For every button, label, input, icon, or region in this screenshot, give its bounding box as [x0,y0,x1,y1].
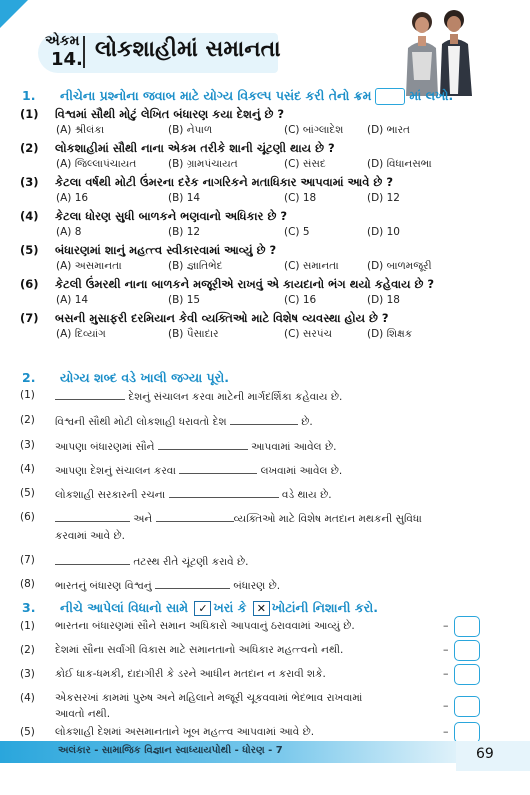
section-1-heading [22,88,502,104]
section-number: 2. [22,370,36,385]
option[interactable]: (A) 14 [56,294,89,306]
blank-line[interactable] [230,414,298,425]
blank-line[interactable] [55,511,130,522]
answer-box-sample [375,88,405,105]
option[interactable]: (C) 5 [284,226,310,238]
answer-dash: – [443,725,449,738]
answer-dash: – [443,619,449,632]
item-text: ભારતનું બંધારણ વિશ્વનું [55,580,152,592]
statement-text: કોઈ ધાક-ધમકી, દાદાગીરી કે ડરને આધીન મતદાન ન કરાવી શકે. [55,668,326,680]
item-text: આપવામાં આવેલ છે. [251,441,337,453]
blank-line[interactable] [55,554,130,565]
chapter-divider [83,36,85,68]
question-number: (1) [20,107,39,121]
statement-number: (4) [20,692,35,704]
statement-text: ભારતના બંધારણમાં સૌને સમાન અધિકારો આપવાનું ઠરાવવામાં આવ્યું છે. [55,620,355,632]
option[interactable]: (D) શિક્ષક [367,328,413,340]
statement-text: એકસરખાં કામમાં પુરુષ અને મહિલાને મજૂરી ચૂકવવામાં ભેદભાવ રાખવામાં [55,692,363,704]
section-number: 1. [22,88,36,103]
item-number: (7) [20,554,35,566]
chapter-label: એકમ [45,33,80,49]
worksheet-page: એકમ 14. લોકશાહીમાં સમાનતા 1. નીચેના પ્રશ્નોના જવાબ માટે યોગ્ય વિકલ્પ પસંદ કરી તેનો ક્રમ માં લખો. (1) વિશ્વમાં સૌથી મોટું લેખિત બંધારણ કયા દેશનું છે ? (A) શ્રીલંકા (B) નેપાળ (C) બાંગ્લાદેશ (D) ભારત (2) લોકશાહીમાં સૌથી નાના એકમ તરીકે શાની ચૂંટણી થાય છે ? (A) જિલ્લાપંચાયત (B) ગ્રામપંચાયત (C) સંસદ (D) વિધાનસભા (3) કેટલા વર્ષથી મોટી ઉંમરના દરેક નાગરિકને મતાધિકાર આપવામાં આવે છે ? (A) 16 (B) 14 (C) 18 (D) 12 (4) કેટલા ધોરણ સુધી બાળકને ભણવાનો અધિકાર છે ? (A) 8 (B) 12 (C) 5 (D) 10 (5) બંધારણમાં શાનું મહત્ત્વ સ્વીકારવામાં આવ્યું છે ? (A) અસમાનતા (B) જ્ઞાતિભેદ (C) સમાનતા (D) બાળમજૂરી (6) કેટલી ઉંમરથી નાના બાળકને મજૂરીએ રાખવું એ કાયદાનો ભંગ થયો કહેવાય છે ? (A) 14 (B) 15 (C) 16 (D) 18 (7) બસની મુસાફરી દરમિયાન કેવી વ્યક્તિઓ માટે વિશેષ વ્યવસ્થા હોય છે ? (A) દિવ્યાંગ (B) પૈસાદાર (C) સરપંચ (D) શિક્ષક 2. યોગ્ય શબ્દ વડે ખાલી જગ્યા પૂરો. (1) દેશનું સંચાલન કરવા માટેની માર્ગદર્શિકા કહેવાય છે. (2) વિશ્વની સૌથી મોટી લોકશાહી ધરાવતો દેશ છે. (3) આપણા બંધારણમાં સૌને આપવામાં આવેલ છે. (4) આપણા દેશનું સંચાલન કરવા લખવામાં આવેલ છે. (5) લોકશાહી સરકારની રચના વડે થાય છે. (6) અને વ્યક્તિઓ માટે વિશેષ મતદાન મથકની સુવિધા કરવામાં આવે છે. (7) તટસ્થ રીતે ચૂંટણી કરાવે છે. (8) ભારતનું બંધારણ વિશ્વનું બંધારણ છે. 3. નીચે આપેલાં વિધાનો સામે ✓ ખરાં કે ✕ ખોટાંની નિશાની કરો. (1) ભારતના બંધારણમાં સૌને સમાન અધિકારો આપવાનું ઠરાવવામાં આવ્યું છે. – (2) દેશમાં સૌના સર્વાંગી વિકાસ માટે સમાનતાનો અધિકાર મહત્ત્વનો નથી. – (3) કોઈ ધાક-ધમકી, દાદાગીરી કે ડરને આધીન મતદાન ન કરાવી શકે. – (4) એકસરખાં કામમાં પુરુષ અને મહિલાને મજૂરી ચૂકવવામાં ભેદભાવ રાખવામાં આવતો નથી. – (5) લોકશાહી દેશમાં અસમાનતાને ખૂબ મહત્ત્વ આપવામાં આવે છે. – અલંકાર - સામાજિક વિજ્ઞાન સ્વાધ્યાયપોથી - ધોરણ - 7 69 [0,0,530,795]
question-text: કેટલા ધોરણ સુધી બાળકને ભણવાનો અધિકાર છે ? [55,209,288,223]
option[interactable]: (A) શ્રીલંકા [56,124,105,136]
item-text: બંધારણ છે. [233,580,281,592]
answer-box[interactable] [454,696,480,717]
option[interactable]: (B) જ્ઞાતિભેદ [168,260,223,272]
corner-decoration [0,0,28,28]
option[interactable]: (B) ગ્રામપંચાયત [168,158,238,170]
option[interactable]: (C) 18 [284,192,317,204]
item-number: (6) [20,511,35,523]
option[interactable]: (D) વિધાનસભા [367,158,432,170]
answer-dash: – [443,643,449,656]
cross-mark-icon: ✕ [253,601,270,616]
instruction-start: નીચેના પ્રશ્નોના જવાબ માટે યોગ્ય વિકલ્પ પસંદ કરી તેનો ક્રમ [60,88,372,103]
blank-line[interactable] [55,389,125,400]
option[interactable]: (A) દિવ્યાંગ [56,328,106,340]
answer-dash: – [443,667,449,680]
item-number: (8) [20,578,35,590]
statement-number: (2) [20,644,35,656]
answer-box[interactable] [454,640,480,661]
statement-number: (1) [20,620,35,632]
option[interactable]: (B) 15 [168,294,201,306]
question-number: (5) [20,243,39,257]
section-3-heading [22,600,502,618]
option[interactable]: (D) 12 [367,192,400,204]
item-text: લખવામાં આવેલ છે. [260,465,343,477]
option[interactable]: (B) નેપાળ [168,124,213,136]
option[interactable]: (C) સરપંચ [284,328,333,340]
option[interactable]: (A) જિલ્લાપંચાયત [56,158,137,170]
section-number: 3. [22,600,36,615]
item-number: (4) [20,463,35,475]
item-text: આપણા બંધારણમાં સૌને [55,441,155,453]
question-text: કેટલી ઉંમરથી નાના બાળકને મજૂરીએ રાખવું એ કાયદાનો ભંગ થયો કહેવાય છે ? [55,277,435,291]
option[interactable]: (D) 18 [367,294,400,306]
statement-number: (5) [20,726,35,738]
section-instruction: યોગ્ય શબ્દ વડે ખાલી જગ્યા પૂરો. [60,370,229,385]
question-text: બંધારણમાં શાનું મહત્ત્વ સ્વીકારવામાં આવ્યું છે ? [55,243,277,257]
item-text: લોકશાહી સરકારની રચના [55,489,166,501]
option[interactable]: (C) 16 [284,294,317,306]
option[interactable]: (B) 12 [168,226,201,238]
option[interactable]: (D) ભારત [367,124,410,136]
item-number: (2) [20,414,35,426]
instruction-end: માં લખો. [409,88,454,103]
students-illustration [398,6,480,96]
item-text: છે. [301,416,313,428]
option[interactable]: (A) અસમાનતા [56,260,122,272]
option[interactable]: (A) 16 [56,192,89,204]
check-mark-icon: ✓ [194,601,211,616]
option[interactable]: (B) 14 [168,192,201,204]
question-number: (2) [20,141,39,155]
chapter-number: 14. [51,49,83,70]
question-number: (7) [20,311,39,325]
item-text: વિશ્વની સૌથી મોટી લોકશાહી ધરાવતો દેશ [55,416,227,428]
item-number: (5) [20,487,35,499]
blank-line[interactable] [179,463,257,474]
section-2-heading [22,370,502,386]
statement-number: (3) [20,668,35,680]
question-number: (3) [20,175,39,189]
option[interactable]: (C) સમાનતા [284,260,339,272]
answer-box[interactable] [454,722,480,743]
question-text: વિશ્વમાં સૌથી મોટું લેખિત બંધારણ કયા દેશનું છે ? [55,107,285,121]
option[interactable]: (C) બાંગ્લાદેશ [284,124,344,136]
blank-line[interactable] [156,511,234,522]
question-number: (6) [20,277,39,291]
statement-text: લોકશાહી દેશમાં અસમાનતાને ખૂબ મહત્ત્વ આપવામાં આવે છે. [55,726,315,738]
instruction-mid: ખરાં કે [213,600,247,615]
answer-dash: – [443,699,449,712]
item-text: આપણા દેશનું સંચાલન કરવા [55,465,176,477]
option[interactable]: (D) 10 [367,226,400,238]
blank-line[interactable] [169,487,279,498]
option[interactable]: (B) પૈસાદાર [168,328,219,340]
item-number: (3) [20,439,35,451]
item-number: (1) [20,389,35,401]
item-text: તટસ્થ રીતે ચૂંટણી કરાવે છે. [133,556,249,568]
answer-box[interactable] [454,616,480,637]
option[interactable]: (D) બાળમજૂરી [367,260,432,272]
blank-line[interactable] [155,578,230,589]
section-instruction [60,88,453,105]
question-number: (4) [20,209,39,223]
answer-box[interactable] [454,664,480,685]
option[interactable]: (C) સંસદ [284,158,326,170]
blank-line[interactable] [158,439,248,450]
page-number: 69 [476,746,494,762]
option[interactable]: (A) 8 [56,226,82,238]
item-text: અને [133,513,153,525]
footer-text: અલંકાર - સામાજિક વિજ્ઞાન સ્વાધ્યાયપોથી - ધોરણ - 7 [58,745,283,756]
section-instruction [60,600,378,616]
question-text: કેટલા વર્ષથી મોટી ઉંમરના દરેક નાગરિકને મતાધિકાર આપવામાં આવે છે ? [55,175,393,189]
instruction-end: ખોટાંની નિશાની કરો. [271,600,379,615]
instruction-start: નીચે આપેલાં વિધાનો સામે [60,600,189,615]
question-text: લોકશાહીમાં સૌથી નાના એકમ તરીકે શાની ચૂંટણી થાય છે ? [55,141,335,155]
chapter-title: લોકશાહીમાં સમાનતા [95,37,281,62]
statement-text: દેશમાં સૌના સર્વાંગી વિકાસ માટે સમાનતાનો અધિકાર મહત્ત્વનો નથી. [55,644,344,656]
question-text: બસની મુસાફરી દરમિયાન કેવી વ્યક્તિઓ માટે વિશેષ વ્યવસ્થા હોય છે ? [55,311,389,325]
item-text: દેશનું સંચાલન કરવા માટેની માર્ગદર્શિકા કહેવાય છે. [128,391,343,403]
statement-text: આવતો નથી. [55,708,111,720]
item-text: વડે થાય છે. [281,489,332,501]
item-text: વ્યક્તિઓ માટે વિશેષ મતદાન મથકની સુવિધા [233,513,422,525]
